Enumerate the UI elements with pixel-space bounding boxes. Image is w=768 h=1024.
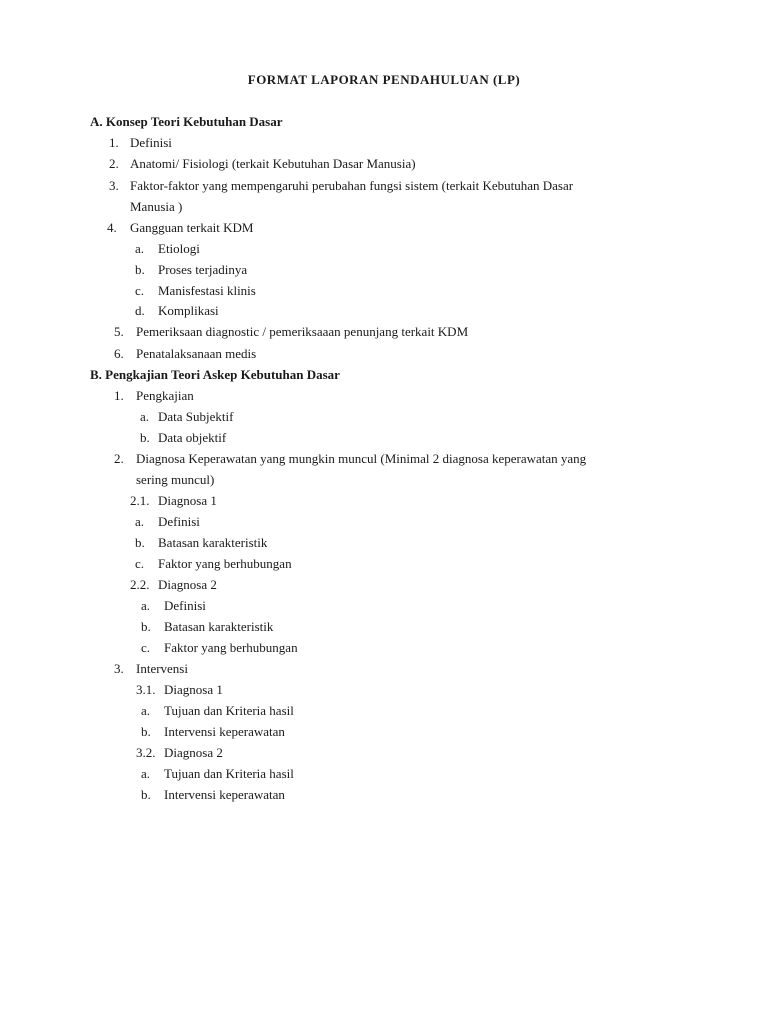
sub-list-item: Etiologi (158, 241, 200, 256)
list-item-continuation: sering muncul) (136, 472, 215, 487)
sub-list-item: Faktor yang berhubungan (158, 556, 292, 571)
item-number: 2. (114, 451, 124, 466)
sub-list-item: Intervensi keperawatan (164, 787, 285, 802)
item-number: 2.2. (130, 577, 150, 592)
subitem-letter: b. (140, 430, 150, 445)
document-title: FORMAT LAPORAN PENDAHULUAN (LP) (247, 72, 521, 87)
subitem-letter: c. (135, 556, 145, 571)
list-item: Pengkajian (136, 388, 194, 403)
list-item: Penatalaksanaan medis (136, 346, 257, 361)
sub-list-item: Data objektif (158, 430, 227, 445)
sub-list-item: Batasan karakteristik (164, 619, 274, 634)
sub-list-item: Batasan karakteristik (158, 535, 268, 550)
subitem-letter: d. (135, 303, 145, 318)
item-number: 1. (114, 388, 124, 403)
section-a-heading: A. Konsep Teori Kebutuhan Dasar (90, 114, 283, 129)
list-item: Faktor-faktor yang mempengaruhi perubahan fungsi sistem (terkait Kebutuhan Dasar (130, 178, 574, 193)
list-item: Intervensi (136, 661, 188, 676)
sub-list-item: Tujuan dan Kriteria hasil (164, 703, 294, 718)
sub-list-item: Tujuan dan Kriteria hasil (164, 766, 294, 781)
sub-list-item: Definisi (164, 598, 206, 613)
subitem-letter: b. (135, 262, 145, 277)
sub-heading: Diagnosa 2 (158, 577, 217, 592)
sub-heading: Diagnosa 2 (164, 745, 223, 760)
subitem-letter: c. (141, 640, 151, 655)
sub-list-item: Komplikasi (158, 303, 219, 318)
list-item: Definisi (130, 135, 172, 150)
item-number: 6. (114, 346, 124, 361)
list-item: Pemeriksaan diagnostic / pemeriksaaan penunjang terkait KDM (136, 324, 469, 339)
list-item: Gangguan terkait KDM (130, 220, 254, 235)
sub-list-item: Data Subjektif (158, 409, 234, 424)
subitem-letter: a. (141, 766, 151, 781)
subitem-letter: b. (135, 535, 145, 550)
item-number: 3.2. (136, 745, 156, 760)
item-number: 5. (114, 324, 124, 339)
subitem-letter: a. (135, 241, 145, 256)
list-item-continuation: Manusia ) (130, 199, 183, 214)
subitem-letter: b. (141, 724, 151, 739)
subitem-letter: b. (141, 619, 151, 634)
subitem-letter: a. (135, 514, 145, 529)
sub-list-item: Definisi (158, 514, 200, 529)
sub-list-item: Manisfestasi klinis (158, 283, 256, 298)
sub-list-item: Intervensi keperawatan (164, 724, 285, 739)
item-number: 1. (109, 135, 119, 150)
subitem-letter: a. (141, 598, 151, 613)
sub-list-item: Proses terjadinya (158, 262, 248, 277)
item-number: 4. (107, 220, 117, 235)
item-number: 2. (109, 156, 119, 171)
subitem-letter: a. (141, 703, 151, 718)
subitem-letter: c. (135, 283, 145, 298)
item-number: 3.1. (136, 682, 156, 697)
item-number: 3. (114, 661, 124, 676)
item-number: 2.1. (130, 493, 150, 508)
section-b-heading: B. Pengkajian Teori Askep Kebutuhan Dasar (90, 367, 340, 382)
subitem-letter: a. (140, 409, 150, 424)
sub-list-item: Faktor yang berhubungan (164, 640, 298, 655)
list-item: Anatomi/ Fisiologi (terkait Kebutuhan Dasar Manusia) (130, 156, 416, 171)
list-item: Diagnosa Keperawatan yang mungkin muncul (Minimal 2 diagnosa keperawatan yang (136, 451, 587, 466)
item-number: 3. (109, 178, 119, 193)
sub-heading: Diagnosa 1 (164, 682, 223, 697)
sub-heading: Diagnosa 1 (158, 493, 217, 508)
subitem-letter: b. (141, 787, 151, 802)
